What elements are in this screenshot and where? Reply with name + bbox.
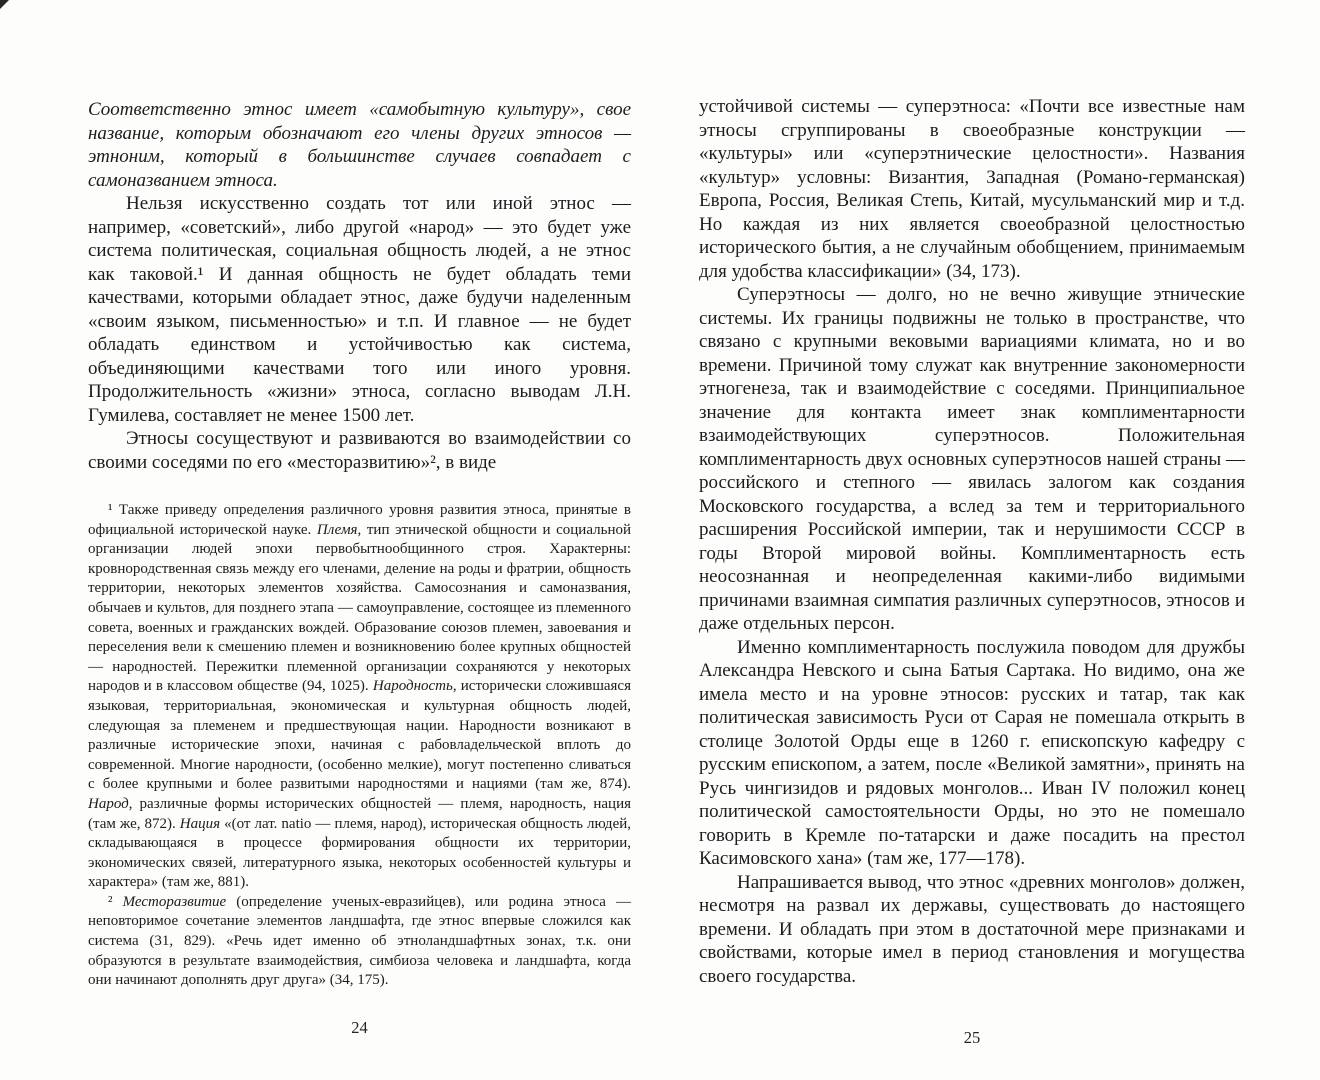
left-page-body-text	[88, 98, 631, 474]
footnote-2: ² Месторазвитие (определение ученых-евразийцев), или родина этноса — неповторимое сочетание элементов ландшафта, где этнос впервые сложился как система (31, 829). «Речь идет именно об этноландшафтных зонах, т.к. они образуются в результате взаимодействия, симбиоза человека и ландшафта, когда они начинают дополнять друг друга» (34, 175).	[88, 893, 631, 989]
footnote-1: ¹ Также приведу определения различного уровня развития этноса, принятые в официальной исторической науке. Племя, тип этнической общности и социальной организации людей эпохи первобытнообщинного строя. Характерны: кровнородственная связь между его членами, деление на роды и фратрии, общность территории, некоторых элементов хозяйства. Самосознания и самоназвания, обычаев и культов, для позднего этапа — самоуправление, состоящее из племенного совета, военных и гражданских вождей. Образование союзов племен, завоевания и переселения вели к смешению племен и возникновению более крупных общностей — народностей. Пережитки племенной организации сохраняются у некоторых народов и в классовом обществе (94, 1025). Народность, исторически сложившаяся языковая, территориальная, экономическая и культурная общность людей, следующая за племенем и предшествующая нации. Народности возникают в различные исторические эпохи, начиная с рабовладельческой вплоть до современной. Многие народности, (особенно мелкие), могут постепенно сливаться с более крупными и более развитыми народностями и нациями (там же, 874). Народ, различные формы исторических общностей — племя, народность, нация (там же, 872). Нация «(от лат. natio — племя, народ), историческая общность людей, складывающаяся в процессе формирования общности их территории, экономических связей, литературного языка, некоторых особенностей культуры и характера» (там же, 881).	[88, 502, 632, 891]
paragraph-continuation: устойчивой системы — суперэтноса: «Почти все известные нам этносы сгруппированы в своеобразные конструкции — «культуры» или «суперэтнические целостности». Названия «культур» условны: Византия, Западная (Романо-германская) Европа, Россия, Великая Степь, Китай, мусульманский мир и т.д. Но каждая из них является своеобразной целостностью исторического бытия, а не случайным обобщением, принимаемым для удобства классификации» (34, 173).	[699, 96, 1245, 282]
left-page-footnotes	[88, 501, 631, 991]
page-number-left: 24	[351, 1018, 368, 1037]
paragraph: Именно комплиментарность послужила поводом для дружбы Александра Невского и сына Батыя Сартака. Но видимо, она же имела место и на уровне этносов: русских и татар, так как политическая зависимость Руси от Сарая не помешала открыть в столице Золотой Орды еще в 1260 г. епископскую кафедру с русским епископом, а затем, после «Великой замятни», принять на Русь чингизидов и рядовых монголов... Иван IV положил конец политической самостоятельности Орды, но это не помешало говорить в Кремле по-татарски и даже посадить на престол Касимовского хана» (там же, 177—178).	[699, 636, 1245, 869]
right-page	[699, 95, 1245, 988]
paragraph: Этносы сосуществуют и развиваются во взаимодействии со своими соседями по его «месторазвитию»², в виде	[88, 428, 631, 473]
paragraph-lead-italic: Соответственно этнос имеет «самобытную культуру», свое название, которым обозначают его члены других этносов — этноним, который в большинстве случаев совпадает с самоназванием этноса.	[88, 99, 631, 191]
paragraph: Нельзя искусственно создать тот или иной этнос — например, «советский», либо другой «народ» — это будет уже система политическая, социальная общность людей, а не этнос как таковой.¹ И данная общность не будет обладать теми качествами, которыми обладает этнос, даже будучи наделенным «своим языком, письменностью» и т.п. И главное — не будет обладать единством и устойчивостью как система, объединяющими качествами того или иного уровня. Продолжительность «жизни» этноса, согласно выводам Л.Н. Гумилева, составляет не менее 1500 лет.	[88, 193, 631, 426]
paragraph: Напрашивается вывод, что этнос «древних монголов» должен, несмотря на развал их державы, существовать до настоящего времени. И обладать при этом в достаточной мере признаками и свойствами, которые имел в период становления и могущества своего государства.	[699, 871, 1245, 987]
paragraph: Суперэтносы — долго, но не вечно живущие этнические системы. Их границы подвижны не только в пространстве, что связано с крупными вековыми вариациями климата, но и во времени. Причиной тому служат как внутренние закономерности этногенеза, так и взаимодействие с соседями. Принципиальное значение для контакта имеет знак комплиментарности взаимодействующих суперэтносов. Положительная комплиментарность двух основных суперэтносов нашей страны — российского и степного — явилась залогом как создания Московского государства, а вслед за тем и территориального расширения Российской империи, так и нерушимости СССР в годы Второй мировой войны. Комплиментарность есть неосознанная и неопределенная какими-либо видимыми причинами взаимная симпатия различных суперэтносов, этносов и даже отдельных персон.	[699, 284, 1245, 634]
left-page	[88, 98, 631, 991]
page-number-right: 25	[963, 1028, 981, 1047]
right-page-body-text	[699, 95, 1245, 988]
scan-corner-artifact	[0, 0, 9, 9]
